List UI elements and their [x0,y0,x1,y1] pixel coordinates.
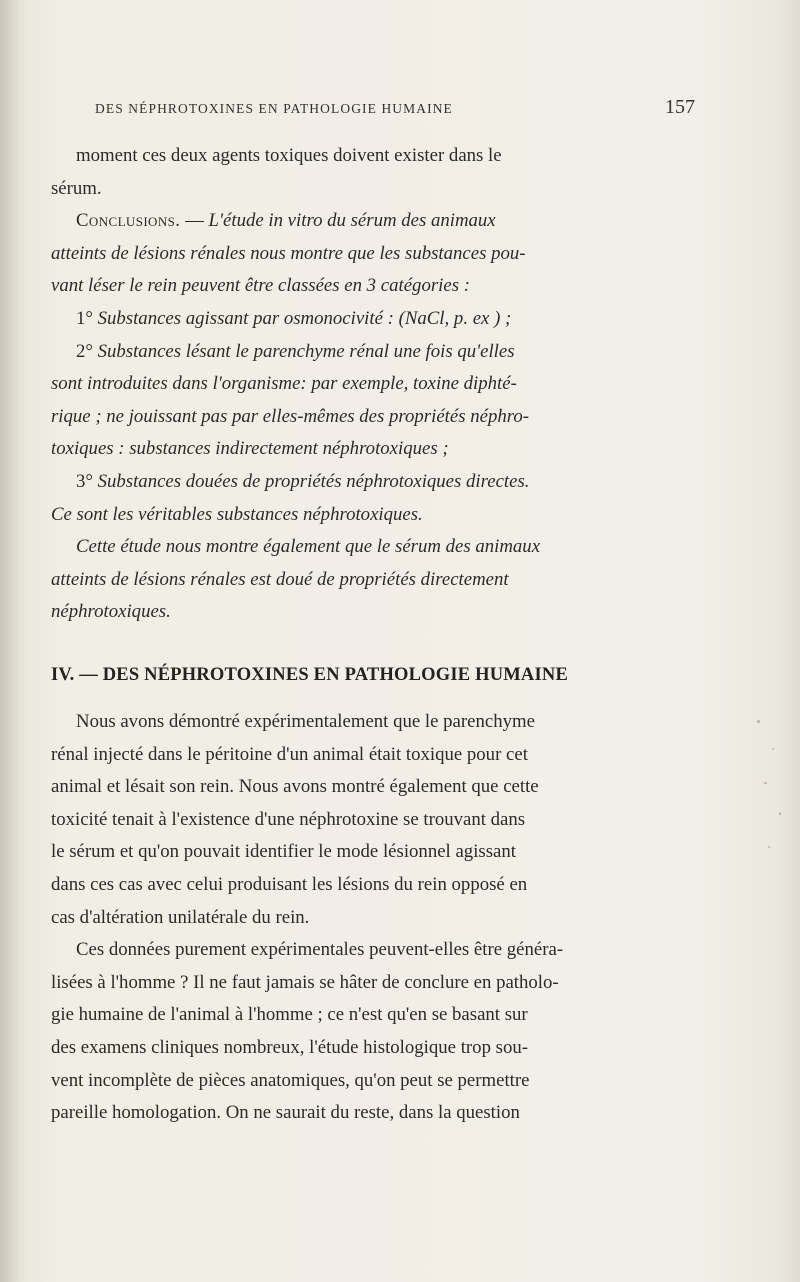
text-line: Nous avons démontré expérimentalement que le parenchyme [76,711,535,732]
list-item-1 [51,303,651,336]
list-text: Substances lésant le parenchyme rénal une fois qu'elles [92,340,515,362]
list-number: 2° [76,340,93,362]
list-number: 3° [76,470,93,492]
running-head: DES NÉPHROTOXINES EN PATHOLOGIE HUMAINE [95,101,453,116]
text-line: toxiques : substances indirectement néphrotoxiques ; [51,438,449,460]
text-line: rénal injecté dans le péritoine d'un animal était toxique pour cet [51,743,528,765]
text-line: sérum. [51,177,102,199]
text-line: le sérum et qu'on pouvait identifier le mode lésionnel agissant [51,841,516,863]
list-text: Substances agissant par osmonocivité : ( [92,307,405,329]
conclusions-text: L'étude in vitro du sérum des animaux [208,210,496,232]
text-line: Cette étude nous montre également que le sérum des animaux [76,536,541,558]
text-line: cas d'altération unilatérale du rein. [51,906,310,928]
list-number: 1° [76,307,93,329]
paper-speck [772,748,774,750]
section-heading: IV. — DES NÉPHROTOXINES EN PATHOLOGIE HUMAINE [51,665,568,685]
text-line: des examens cliniques nombreux, l'étude histologique trop sou- [51,1036,528,1058]
list-item-2 [51,336,651,369]
lower-text-block [51,706,691,1130]
text-line: néphrotoxiques. [51,601,171,623]
text-line: Ces données purement expérimentales peuvent-elles être généra- [76,939,564,961]
paper-speck [779,812,781,815]
text-line: vant léser le rein peuvent être classées en 3 catégories : [51,275,470,297]
conclusions-label: Conclusions. [76,210,181,232]
paper-speck [768,846,770,848]
text-line: pareille homologation. On ne saurait du reste, dans la question [51,1102,520,1124]
page-binding-edge [0,0,18,1282]
list-text: , p. ex ) ; [444,307,512,329]
text-line: lisées à l'homme ? Il ne faut jamais se hâter de conclure en patholo- [51,971,559,993]
list-text: Substances douées de propriétés néphrotoxiques directes. [92,470,530,492]
text-line: vent incomplète de pièces anatomiques, qu'on peut se permettre [51,1069,530,1091]
conclusions-line [51,205,651,238]
upper-text-block [51,140,651,629]
text-line: rique ; ne jouissant pas par elles-mêmes des propriétés néphro- [51,405,529,427]
conclusions-dash: — [180,210,209,232]
text-line: atteints de lésions rénales nous montre que les substances pou- [51,242,526,264]
text-line: sont introduites dans l'organisme: par exemple, toxine diphté- [51,373,517,395]
text-line: toxicité tenait à l'existence d'une néphrotoxine se trouvant dans [51,808,526,830]
text-line: Ce sont les véritables substances néphrotoxiques. [51,503,423,525]
list-item-3 [51,466,651,499]
page-number: 157 [665,96,695,118]
text-line: atteints de lésions rénales est doué de propriétés directement [51,568,509,590]
text-line: dans ces cas avec celui produisant les lésions du rein opposé en [51,873,528,895]
paper-speck [757,720,760,723]
chemical-formula: NaCl [404,307,445,329]
text-line: gie humaine de l'animal à l'homme ; ce n'est qu'en se basant sur [51,1004,528,1026]
paper-speck [764,782,767,784]
text-line: moment ces deux agents toxiques doivent exister dans le [76,145,502,166]
text-line: animal et lésait son rein. Nous avons montré également que cette [51,776,539,798]
